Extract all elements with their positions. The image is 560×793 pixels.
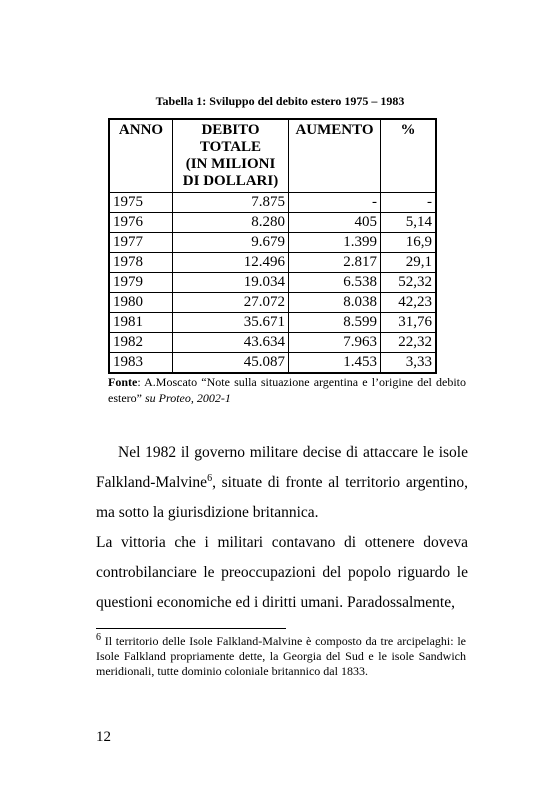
header-debt-line: TOTALE: [199, 139, 262, 155]
cell-debt: 19.034: [173, 273, 289, 293]
cell-increase: 405: [289, 213, 381, 233]
header-debt-line: DEBITO: [201, 122, 260, 138]
cell-percent: 16,9: [381, 233, 437, 253]
cell-increase: 7.963: [289, 333, 381, 353]
body-text-segment: , situate di fronte al territorio argentino, ma sotto la giurisdizione britannica.: [96, 474, 468, 521]
cell-year: 1977: [109, 233, 173, 253]
header-percent: %: [381, 119, 437, 193]
table-row: [109, 353, 436, 374]
source-publication: su Proteo, 2002-1: [141, 391, 231, 405]
cell-debt: 35.671: [173, 313, 289, 333]
footnote-reference: 6: [207, 472, 213, 484]
header-debt-line: DI DOLLARI): [182, 173, 279, 189]
header-debt-line: (IN MILIONI: [185, 156, 276, 172]
table-row: [109, 333, 436, 353]
cell-increase: 1.453: [289, 353, 381, 374]
cell-increase: 8.038: [289, 293, 381, 313]
cell-debt: 12.496: [173, 253, 289, 273]
cell-increase: 8.599: [289, 313, 381, 333]
source-label: Fonte: [108, 375, 138, 389]
source-text: : A.Moscato “Note sulla situazione argentina e l’origine del debito estero”: [108, 375, 466, 405]
cell-year: 1975: [109, 193, 173, 213]
debt-table: [108, 118, 437, 374]
cell-year: 1982: [109, 333, 173, 353]
cell-percent: 5,14: [381, 213, 437, 233]
footnote-text: Il territorio delle Isole Falkland-Malvine è composto da tre arcipelaghi: le Isole Falkland propriamente dette, la Georgia del Sud e le isole Sandwich meridionali, tutte dominio coloniale britannico dal 1833.: [96, 634, 466, 678]
cell-percent: 31,76: [381, 313, 437, 333]
body-text: [96, 438, 468, 618]
header-increase: AUMENTO: [289, 119, 381, 193]
footnote-separator: [96, 628, 286, 629]
cell-increase: 2.817: [289, 253, 381, 273]
cell-increase: 6.538: [289, 273, 381, 293]
table-source: [108, 374, 466, 406]
table-header-row: [109, 119, 436, 193]
table-row: [109, 273, 436, 293]
footnote: [96, 634, 466, 679]
page-number: 12: [96, 729, 111, 745]
cell-percent: 42,23: [381, 293, 437, 313]
cell-year: 1980: [109, 293, 173, 313]
cell-debt: 43.634: [173, 333, 289, 353]
cell-percent: -: [381, 193, 437, 213]
cell-debt: 7.875: [173, 193, 289, 213]
cell-debt: 27.072: [173, 293, 289, 313]
cell-debt: 8.280: [173, 213, 289, 233]
footnote-number: 6: [96, 632, 101, 643]
header-year: ANNO: [109, 119, 173, 193]
cell-increase: 1.399: [289, 233, 381, 253]
table-row: [109, 313, 436, 333]
cell-percent: 22,32: [381, 333, 437, 353]
header-debt: [173, 119, 289, 193]
cell-year: 1979: [109, 273, 173, 293]
body-paragraph: [96, 438, 468, 528]
cell-percent: 29,1: [381, 253, 437, 273]
table-row: [109, 253, 436, 273]
table-row: [109, 293, 436, 313]
cell-year: 1981: [109, 313, 173, 333]
table-row: [109, 233, 436, 253]
table-row: [109, 213, 436, 233]
table-caption: Tabella 1: Sviluppo del debito estero 1975 – 1983: [155, 94, 405, 108]
cell-debt: 45.087: [173, 353, 289, 374]
cell-year: 1983: [109, 353, 173, 374]
body-text-segment: Nel 1982 il governo militare decise di attaccare le isole Falkland-Malvine: [96, 444, 468, 491]
cell-year: 1978: [109, 253, 173, 273]
cell-debt: 9.679: [173, 233, 289, 253]
cell-percent: 52,32: [381, 273, 437, 293]
cell-year: 1976: [109, 213, 173, 233]
cell-increase: -: [289, 193, 381, 213]
cell-percent: 3,33: [381, 353, 437, 374]
body-paragraph: La vittoria che i militari contavano di ottenere doveva controbilanciare le preoccupazioni del popolo riguardo le questioni economiche ed i diritti umani. Paradossalmente,: [96, 534, 468, 611]
table-row: [109, 193, 436, 213]
